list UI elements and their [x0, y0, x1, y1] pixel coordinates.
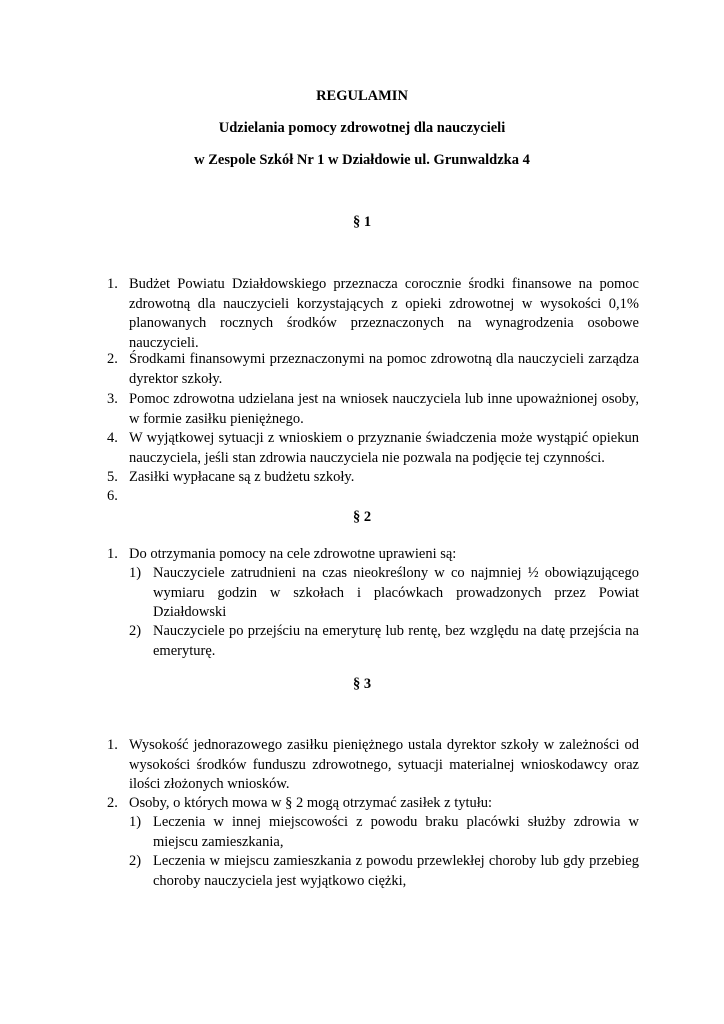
list-item: [107, 350, 639, 389]
list-item: [107, 736, 639, 795]
list-item: [107, 429, 639, 468]
sub-list-item: [129, 852, 639, 891]
list-item-text: Do otrzymania pomocy na cele zdrowotne uprawieni są:: [129, 546, 457, 562]
section-heading-1: § 1: [352, 214, 372, 230]
document-title: REGULAMIN: [316, 88, 408, 104]
list-item-number: 1.: [107, 737, 118, 753]
list-item: [107, 468, 639, 488]
sub-list-item-text: Nauczyciele zatrudnieni na czas nieokreślony w co najmniej ½ obowiązującego wymiaru godzin w szkołach i placówkach prowadzonych przez Powiat Działdowski: [153, 565, 639, 621]
list-item-text: Środkami finansowymi przeznaczonymi na pomoc zdrowotną dla nauczycieli zarządza dyrektor szkoły.: [129, 351, 639, 387]
document-subtitle-address: w Zespole Szkół Nr 1 w Działdowie ul. Grunwaldzka 4: [194, 152, 530, 168]
list-item-text: Zasiłki wypłacane są z budżetu szkoły.: [129, 469, 355, 485]
list-item-number: 6.: [107, 488, 118, 504]
list-item-number: 2.: [107, 351, 118, 367]
section-heading-2: § 2: [352, 509, 372, 525]
list-item-text: Pomoc zdrowotna udzielana jest na wniosek nauczyciela lub inne upoważnionej osoby, w formie zasiłku pieniężnego.: [129, 391, 639, 427]
sub-list-item-number: 2): [129, 853, 142, 869]
sub-list-item-text: Leczenia w miejscu zamieszkania z powodu przewlekłej choroby lub gdy przebieg choroby nauczyciela jest wyjątkowo ciężki,: [153, 853, 639, 889]
sub-list-item-number: 1): [129, 814, 142, 830]
sub-list-item: [129, 564, 639, 623]
sub-list-item-text: Leczenia w innej miejscowości z powodu braku placówki służby zdrowia w miejscu zamieszkania,: [153, 814, 639, 850]
document-subtitle: Udzielania pomocy zdrowotnej dla nauczycieli: [218, 120, 506, 136]
list-item-number: 3.: [107, 391, 118, 407]
list-item-text: Osoby, o których mowa w § 2 mogą otrzymać zasiłek z tytułu:: [129, 795, 493, 811]
list-item: [107, 390, 639, 429]
list-item-number: 1.: [107, 546, 118, 562]
sub-list-item-number: 2): [129, 623, 142, 639]
list-item: [107, 794, 639, 814]
sub-list-item: [129, 813, 639, 852]
list-item: [107, 275, 639, 353]
sub-list-item-text: Nauczyciele po przejściu na emeryturę lub rentę, bez względu na datę przejścia na emeryturę.: [153, 623, 639, 659]
section-heading-3: § 3: [352, 676, 372, 692]
list-item-text: W wyjątkowej sytuacji z wnioskiem o przyznanie świadczenia może wystąpić opiekun nauczyciela, jeśli stan zdrowia nauczyciela nie pozwala na podjęcie tej czynności.: [129, 430, 639, 466]
list-item-number: 5.: [107, 469, 118, 485]
list-item-number: 2.: [107, 795, 118, 811]
sub-list-item-number: 1): [129, 565, 142, 581]
list-item-text: Wysokość jednorazowego zasiłku pieniężnego ustala dyrektor szkoły w zależności od wysokości środków funduszu zdrowotnego, sytuacji materialnej wnioskodawcy oraz ilości złożonych wniosków.: [129, 737, 639, 793]
list-item: [107, 545, 639, 565]
list-item-number: 4.: [107, 430, 118, 446]
list-item-number: 1.: [107, 276, 118, 292]
sub-list-item: [129, 622, 639, 661]
list-item-text: Budżet Powiatu Działdowskiego przeznacza corocznie środki finansowe na pomoc zdrowotną dla nauczycieli korzystających z opieki zdrowotnej w wysokości 0,1% planowanych rocznych środków przeznaczonych na wynagrodzenia osobowe nauczycieli.: [129, 276, 639, 351]
